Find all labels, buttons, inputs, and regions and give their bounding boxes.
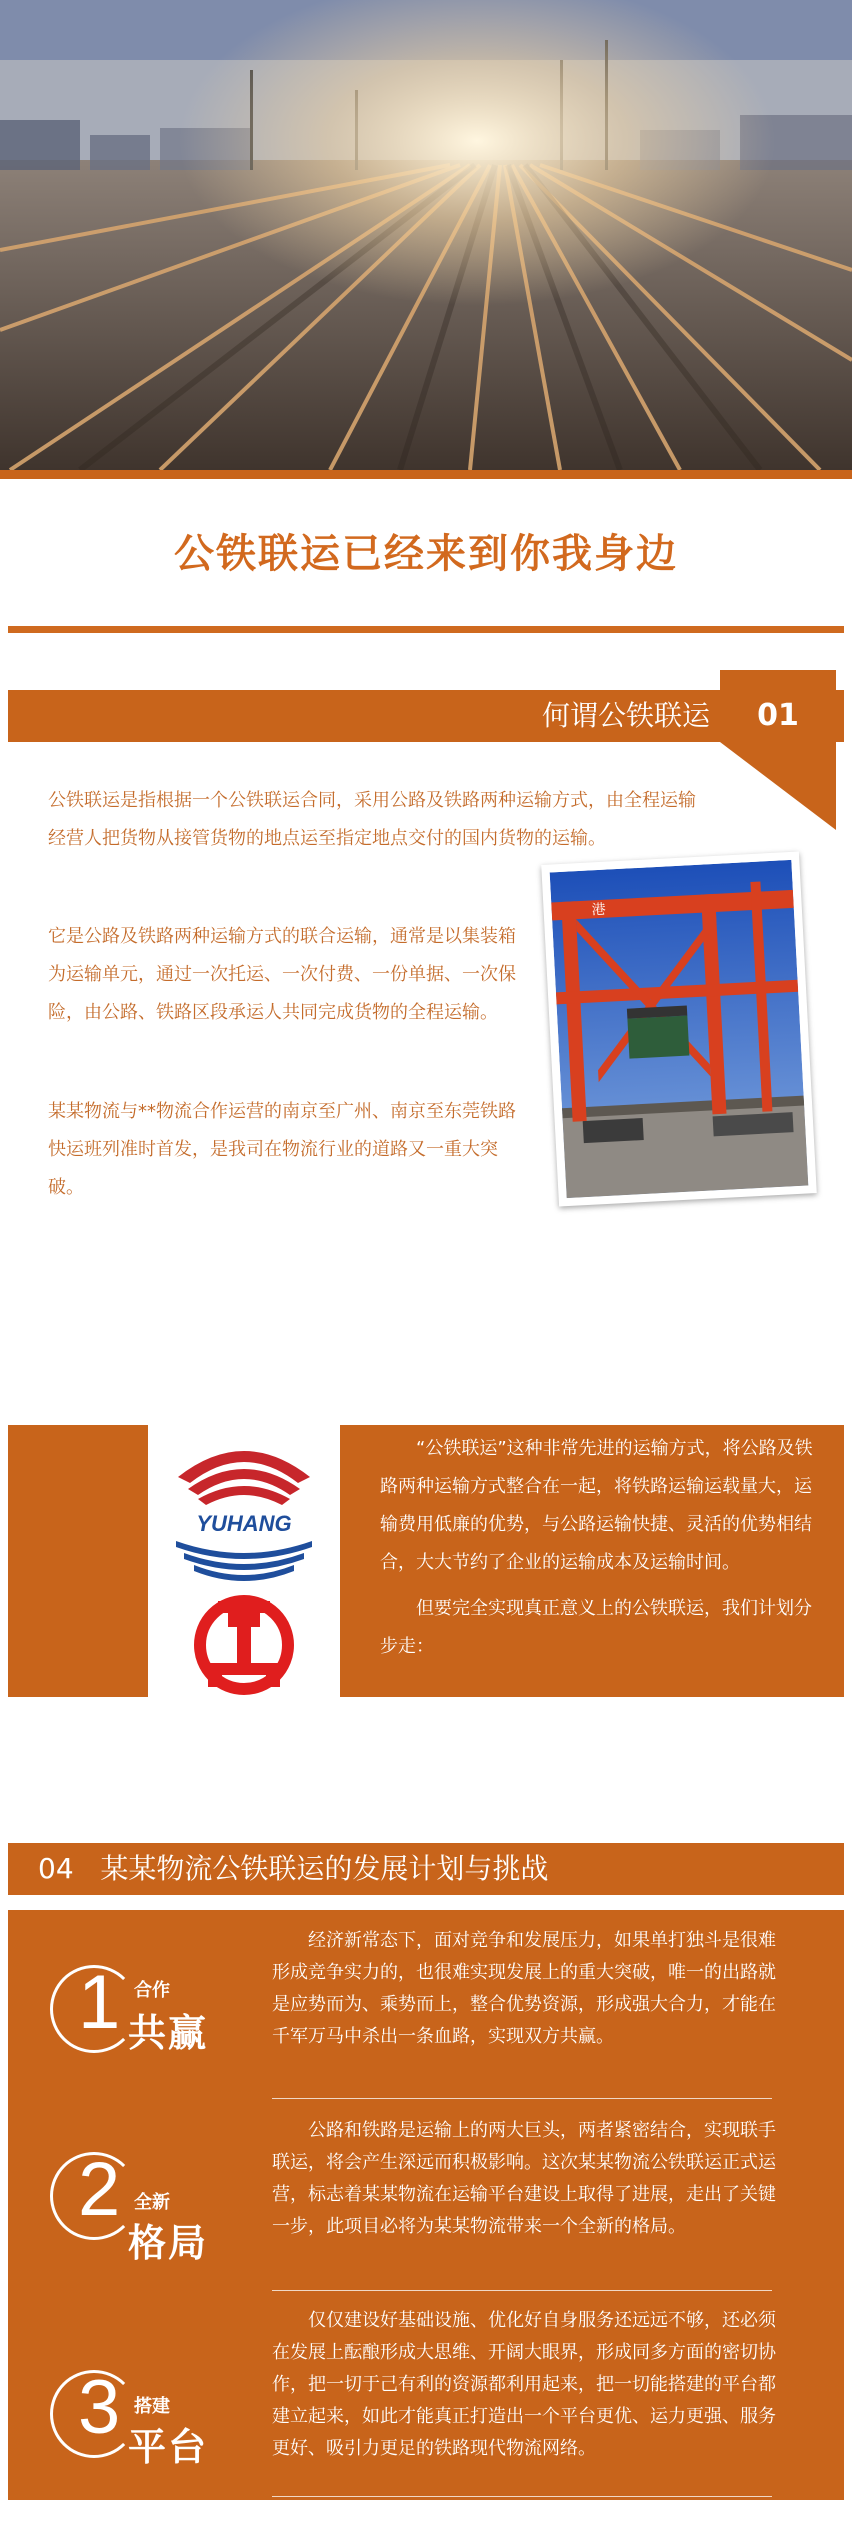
item-3-big-label: 平台 <box>128 2425 209 2469</box>
page-title: 公铁联运已经来到你我身边 <box>174 531 678 577</box>
section-04-title: 某某物流公铁联运的发展计划与挑战 <box>100 1852 549 1885</box>
hero-divider <box>0 470 852 479</box>
container-crane-photo <box>550 860 809 1198</box>
logo-panel <box>148 1425 340 1697</box>
title-divider <box>8 626 844 633</box>
section-01-tab-tail <box>720 742 836 830</box>
item-1-big-label: 共赢 <box>128 2011 209 2055</box>
china-railway-logo <box>200 1601 288 1689</box>
section-01-paragraph-2: 它是公路及铁路两种运输方式的联合运输，通常是以集装箱为运输单元，通过一次托运、一次付费、一份单据、一次保险，由公路、铁路区段承运人共同完成货物的全程运输。 <box>48 926 516 1023</box>
joint-transport-paragraph-2: 但要完全实现真正意义上的公铁联运，我们计划分步走： <box>380 1598 812 1657</box>
section-01-header-band <box>8 690 844 742</box>
yuhang-logo-text: YUHANG <box>196 1511 292 1536</box>
item-3-number: 3 <box>78 2365 121 2450</box>
section-04-heading <box>38 1843 798 1895</box>
item-1-paragraph: 经济新常态下，面对竞争和发展压力，如果单打独斗是很难形成竞争实力的，也很难实现发展上的重大突破，唯一的出路就是应势而为、乘势而上，整合优势资源，形成强大合力，才能在千军万马中杀出一条血路，实现双方共赢。 <box>272 1930 776 2047</box>
item-2-text <box>272 2115 782 2243</box>
item-2-big-label: 格局 <box>128 2221 209 2265</box>
crane-photo-frame <box>541 851 817 1206</box>
item-2-paragraph: 公路和铁路是运输上的两大巨头，两者紧密结合，实现联手联运，将会产生深远而积极影响。这次某某物流公铁联运正式运营，标志着某某物流在运输平台建设上取得了进展，走出了关键一步，此项目必将为某某物流带来一个全新的格局。 <box>272 2120 776 2237</box>
item-divider-3 <box>272 2496 772 2497</box>
item-1-small-label: 合作 <box>134 1980 170 2001</box>
item-divider-2 <box>272 2290 772 2291</box>
section-04-number: 04 <box>38 1852 74 1885</box>
section-01-paragraph-3: 某某物流与**物流合作运营的南京至广州、南京至东莞铁路快运班列准时首发，是我司在物流行业的道路又一重大突破。 <box>48 1101 516 1198</box>
joint-transport-paragraph-1: “公铁联运”这种非常先进的运输方式，将公路及铁路两种运输方式整合在一起，将铁路运输运载量大，运输费用低廉的优势，与公路运输快捷、灵活的优势相结合，大大节约了企业的运输成本及运输时间。 <box>380 1438 813 1573</box>
item-3-small-label: 搭建 <box>134 2396 170 2417</box>
item-2-number: 2 <box>78 2147 121 2232</box>
joint-transport-description <box>380 1430 825 1666</box>
item-1-text <box>272 1925 782 2053</box>
item-1-number: 1 <box>78 1960 121 2045</box>
item-3-text <box>272 2305 782 2465</box>
section-01-heading: 何谓公铁联运 <box>541 699 710 732</box>
svg-text:港: 港 <box>591 901 607 919</box>
item-3-paragraph: 仅仅建设好基础设施、优化好自身服务还远远不够，还必须在发展上酝酿形成大思维、开阔大眼界，形成同多方面的密切协作，把一切于己有利的资源都利用起来，把一切能搭建的平台都建立起来，如此才能真正打造出一个平台更优、运力更强、服务更好、吸引力更足的铁路现代物流网络。 <box>272 2310 776 2459</box>
section-01-paragraph-1: 公铁联运是指根据一个公铁联运合同，采用公路及铁路两种运输方式，由全程运输经营人把货物从接管货物的地点运至指定地点交付的国内货物的运输。 <box>48 790 696 849</box>
section-01-number: 01 <box>757 698 799 733</box>
logos <box>148 1425 340 1697</box>
railway-tracks-image <box>0 0 852 470</box>
item-2-small-label: 全新 <box>134 2192 170 2213</box>
item-divider-1 <box>272 2098 772 2099</box>
hero-image <box>0 0 852 470</box>
